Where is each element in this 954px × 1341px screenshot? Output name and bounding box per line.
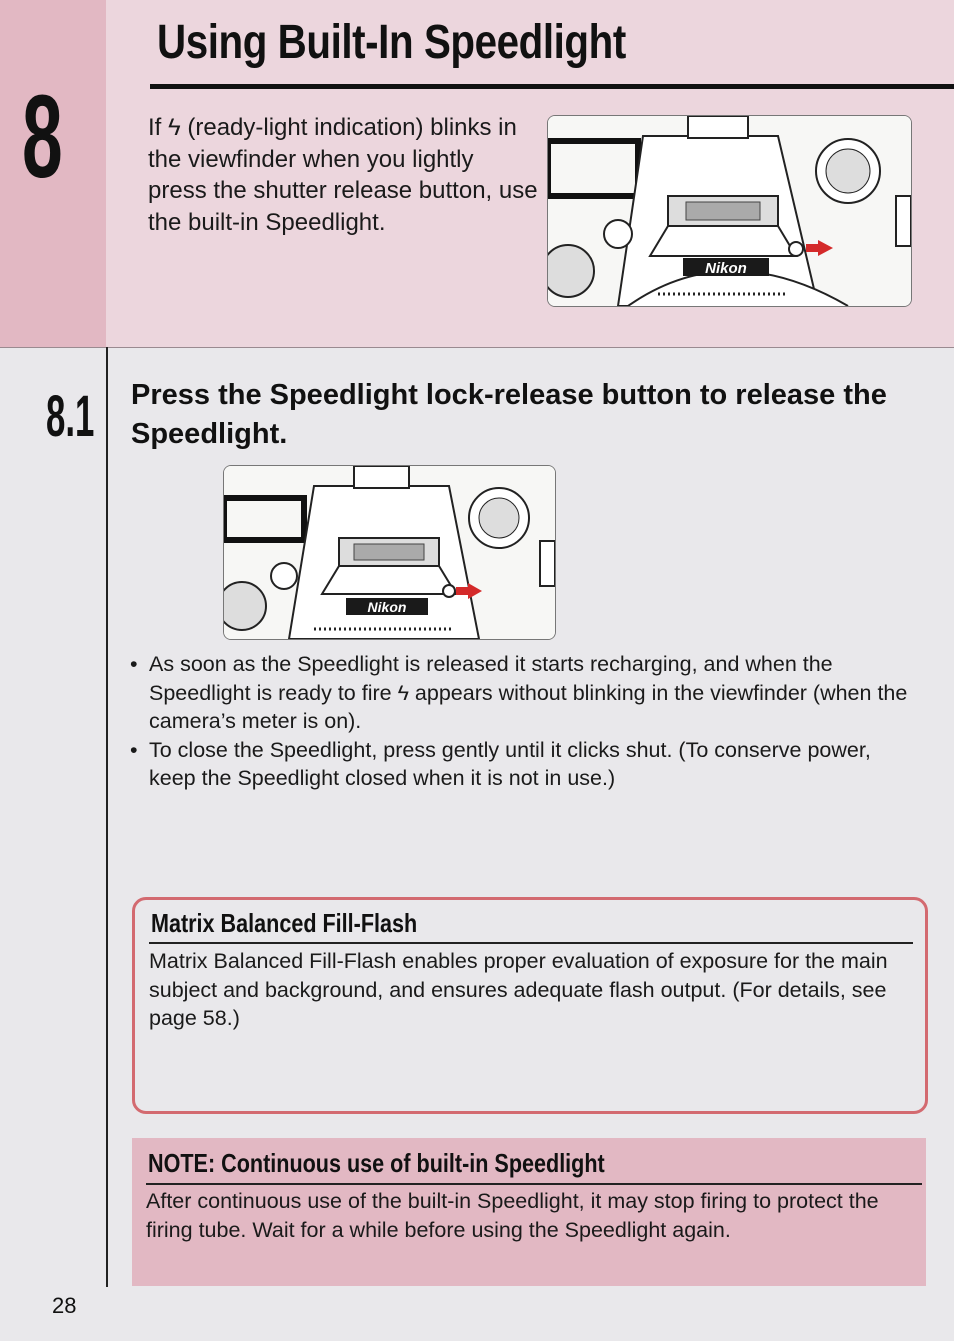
page-title: Using Built-In Speedlight <box>157 16 626 69</box>
page-number: 28 <box>52 1293 77 1318</box>
box-text: Matrix Balanced Fill-Flash enables proper evaluation of exposure for the main subject and background, and ensures adequate flash output. (For details, see page 58.) <box>149 949 888 1030</box>
nikon-logo: Nikon <box>367 599 407 615</box>
intro-text: If ϟ (ready-light indication) blinks in the viewfinder when you lightly press the shutter release button, use the built-in Speedlight. <box>148 114 538 236</box>
step-bullets <box>130 650 920 793</box>
title-rule <box>150 84 954 89</box>
note-title: NOTE: Continuous use of built-in Speedlight <box>148 1148 605 1178</box>
section-rule <box>106 347 108 1287</box>
camera-illustration-top <box>547 115 912 307</box>
bullet-icon: • <box>130 652 138 676</box>
list-item: • As soon as the Speedlight is released it starts recharging, and when the Speedlight is ready to fire ϟ appears without blinking in the viewfinder (when the camera’s meter is on). <box>130 652 908 733</box>
step-heading: Press the Speedlight lock-release button to release the Speedlight. <box>131 379 887 450</box>
list-item: • To close the Speedlight, press gently until it clicks shut. (To conserve power, keep the Speedlight closed when it is not in use.) <box>130 737 871 790</box>
note-text: After continuous use of the built-in Speedlight, it may stop firing to protect the firing tube. Wait for a while before using the Speedlight again. <box>146 1189 879 1242</box>
camera-illustration-released <box>223 465 556 640</box>
note-box <box>132 1138 926 1286</box>
chapter-number: 8 <box>22 71 63 203</box>
box-rule <box>149 942 913 944</box>
box-title: Matrix Balanced Fill-Flash <box>151 908 418 938</box>
bullet-icon: • <box>130 737 138 762</box>
matrix-fill-flash-box <box>132 897 928 1114</box>
nikon-logo: Nikon <box>705 260 747 277</box>
note-rule <box>146 1183 922 1185</box>
step-number: 8.1 <box>46 384 95 449</box>
